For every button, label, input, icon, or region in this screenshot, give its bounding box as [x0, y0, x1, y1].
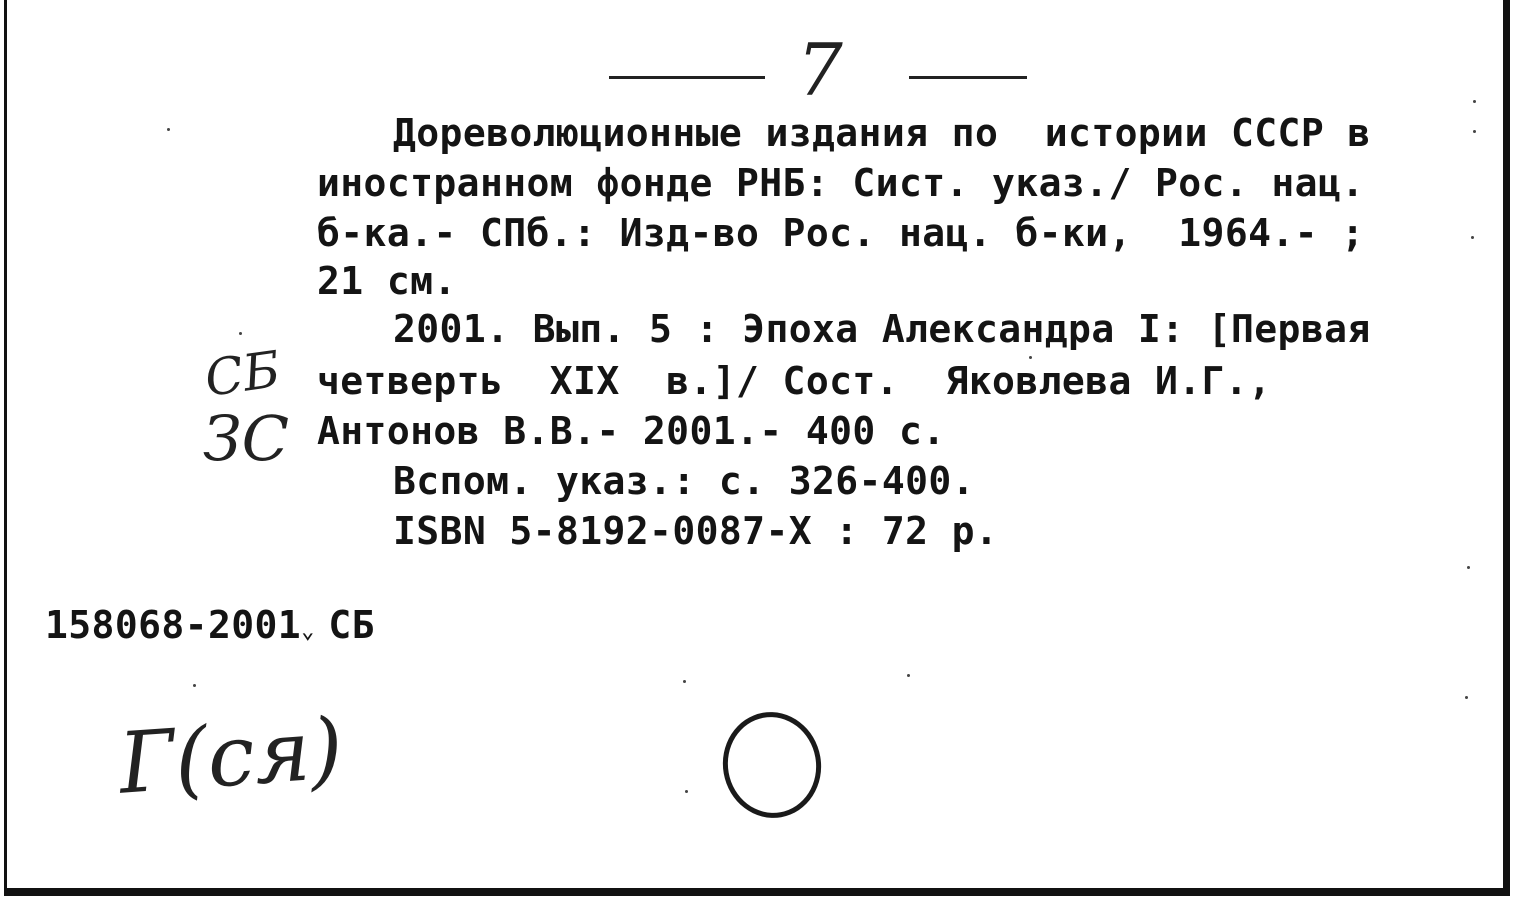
- page-number: 7: [797, 28, 843, 112]
- title-line-3: б-ка.- СПб.: Изд-во Рос. нац. б-ки, 1964.- ;: [317, 211, 1365, 255]
- dash-left: [609, 76, 765, 79]
- inventory-separator: ⌄: [301, 619, 329, 644]
- speck: [1471, 236, 1474, 239]
- speck: [1465, 696, 1468, 699]
- title-line-1: Дореволюционные издания по истории СССР в: [393, 111, 1371, 155]
- speck: [683, 680, 686, 683]
- speck: [1473, 100, 1476, 103]
- speck: [685, 790, 688, 793]
- title-line-4: 21 см.: [317, 259, 457, 303]
- inventory-code: СБ: [328, 603, 375, 647]
- speck: [193, 684, 196, 687]
- inventory-number: [45, 600, 375, 657]
- speck: [907, 674, 910, 677]
- speck: [239, 332, 242, 335]
- handwritten-note-bottom-left: Г(ся): [115, 699, 346, 813]
- handwritten-shelf-mark-top: СБ: [201, 340, 284, 408]
- dash-right: [909, 76, 1027, 79]
- inventory-number-value: 158068-2001: [45, 603, 302, 647]
- hole-circle: [715, 704, 830, 825]
- speck: [167, 128, 170, 131]
- speck: [1473, 130, 1476, 133]
- index-note: Вспом. указ.: с. 326-400.: [393, 459, 975, 503]
- volume-line-3: Антонов В.В.- 2001.- 400 с.: [317, 409, 946, 453]
- speck: [1029, 356, 1032, 359]
- catalog-card: [4, 0, 1510, 896]
- volume-line-1: 2001. Вып. 5 : Эпоха Александра I: [Первая: [393, 307, 1371, 351]
- volume-line-2: четверть XIX в.]/ Сост. Яковлева И.Г.,: [317, 359, 1272, 403]
- isbn-line: ISBN 5-8192-0087-X : 72 р.: [393, 509, 999, 553]
- handwritten-shelf-mark-bottom: ЗС: [203, 402, 290, 475]
- title-line-2: иностранном фонде РНБ: Сист. указ./ Рос. нац.: [317, 161, 1365, 205]
- speck: [1467, 566, 1470, 569]
